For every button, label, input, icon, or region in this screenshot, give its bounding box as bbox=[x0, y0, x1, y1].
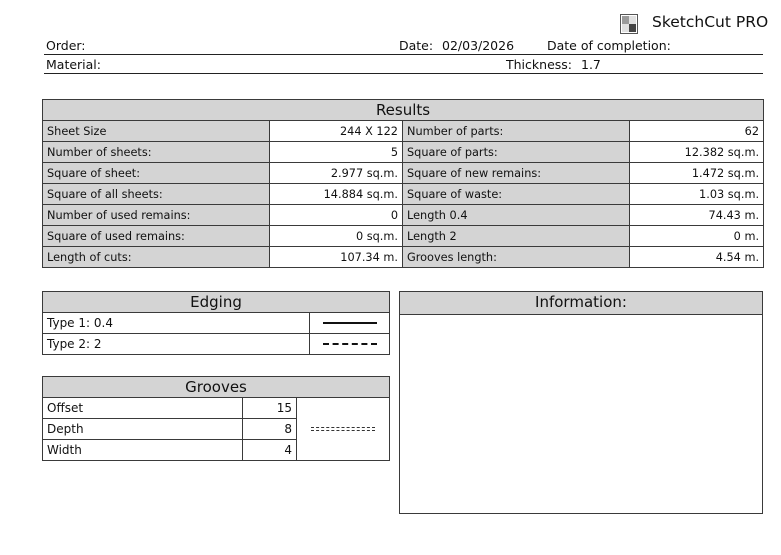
thickness-value: 1.7 bbox=[581, 57, 601, 72]
material-row bbox=[44, 56, 763, 74]
sketchcut-logo-icon bbox=[620, 14, 638, 34]
grooves-row bbox=[43, 398, 390, 419]
result-label: Grooves length: bbox=[403, 247, 630, 268]
results-row bbox=[43, 226, 764, 247]
brand-name: SketchCut PRO bbox=[652, 13, 769, 31]
result-value: 12.382 sq.m. bbox=[630, 142, 764, 163]
results-title: Results bbox=[43, 100, 764, 121]
groove-value: 4 bbox=[243, 440, 297, 461]
result-label: Number of used remains: bbox=[43, 205, 270, 226]
result-value: 0 sq.m. bbox=[270, 226, 403, 247]
results-row bbox=[43, 184, 764, 205]
grooves-table bbox=[42, 376, 390, 461]
order-label: Order: bbox=[46, 38, 86, 53]
material-label: Material: bbox=[46, 57, 101, 72]
result-value: 2.977 sq.m. bbox=[270, 163, 403, 184]
edging-type-label: Type 2: 2 bbox=[43, 334, 310, 355]
grooves-title: Grooves bbox=[43, 377, 390, 398]
result-value: 244 X 122 bbox=[270, 121, 403, 142]
edging-type-label: Type 1: 0.4 bbox=[43, 313, 310, 334]
result-label: Sheet Size bbox=[43, 121, 270, 142]
result-label: Length 2 bbox=[403, 226, 630, 247]
groove-value: 15 bbox=[243, 398, 297, 419]
result-label: Number of sheets: bbox=[43, 142, 270, 163]
result-label: Number of parts: bbox=[403, 121, 630, 142]
edging-title: Edging bbox=[43, 292, 390, 313]
results-row bbox=[43, 205, 764, 226]
result-value: 107.34 m. bbox=[270, 247, 403, 268]
result-value: 0 bbox=[270, 205, 403, 226]
solid-line-icon bbox=[323, 322, 377, 324]
edging-row bbox=[43, 334, 390, 355]
information-content bbox=[400, 315, 762, 323]
groove-label: Width bbox=[43, 440, 243, 461]
groove-value: 8 bbox=[243, 419, 297, 440]
date-label: Date: bbox=[399, 38, 434, 53]
information-panel bbox=[399, 291, 763, 514]
edging-table bbox=[42, 291, 390, 355]
thickness-label: Thickness: bbox=[506, 57, 572, 72]
results-table bbox=[42, 99, 764, 268]
results-row bbox=[43, 142, 764, 163]
result-label: Square of parts: bbox=[403, 142, 630, 163]
order-row bbox=[44, 37, 763, 55]
result-label: Square of new remains: bbox=[403, 163, 630, 184]
dashed-line-icon bbox=[323, 343, 377, 345]
results-row bbox=[43, 163, 764, 184]
result-value: 5 bbox=[270, 142, 403, 163]
result-label: Length of cuts: bbox=[43, 247, 270, 268]
groove-label: Depth bbox=[43, 419, 243, 440]
result-value: 14.884 sq.m. bbox=[270, 184, 403, 205]
result-label: Length 0.4 bbox=[403, 205, 630, 226]
date-value: 02/03/2026 bbox=[442, 38, 515, 53]
information-title: Information: bbox=[400, 292, 762, 315]
results-row bbox=[43, 247, 764, 268]
result-label: Square of sheet: bbox=[43, 163, 270, 184]
edging-row bbox=[43, 313, 390, 334]
result-label: Square of all sheets: bbox=[43, 184, 270, 205]
groove-label: Offset bbox=[43, 398, 243, 419]
completion-date-label: Date of completion: bbox=[547, 38, 671, 53]
result-label: Square of used remains: bbox=[43, 226, 270, 247]
result-value: 62 bbox=[630, 121, 764, 142]
result-value: 1.472 sq.m. bbox=[630, 163, 764, 184]
result-label: Square of waste: bbox=[403, 184, 630, 205]
result-value: 4.54 m. bbox=[630, 247, 764, 268]
result-value: 1.03 sq.m. bbox=[630, 184, 764, 205]
groove-symbol-cell bbox=[297, 398, 390, 461]
results-row bbox=[43, 121, 764, 142]
result-value: 0 m. bbox=[630, 226, 764, 247]
groove-pattern-icon bbox=[311, 425, 375, 433]
result-value: 74.43 m. bbox=[630, 205, 764, 226]
